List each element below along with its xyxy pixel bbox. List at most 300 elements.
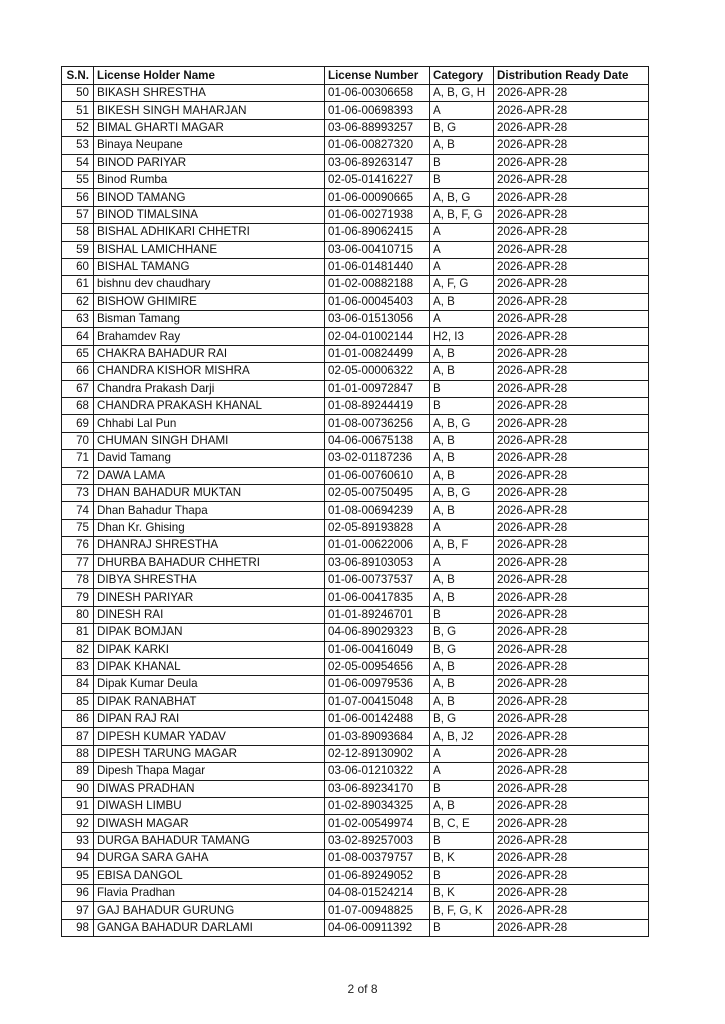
distribution-date-cell: 2026-APR-28 [494,780,649,797]
table-body [62,85,649,937]
category-cell: A, B [430,798,494,815]
sn-cell: 92 [62,815,94,832]
category-cell: B [430,398,494,415]
distribution-date-cell: 2026-APR-28 [494,85,649,102]
category-cell: B [430,380,494,397]
sn-cell: 97 [62,902,94,919]
table-row [62,763,649,780]
holder-name-cell: Bisman Tamang [94,311,325,328]
license-number-cell: 01-03-89093684 [325,728,430,745]
holder-name-cell: EBISA DANGOL [94,867,325,884]
holder-name-cell: Dipak Kumar Deula [94,676,325,693]
license-number-cell: 01-06-00090665 [325,189,430,206]
category-cell: A [430,763,494,780]
holder-name-cell: DINESH RAI [94,606,325,623]
category-cell: B [430,919,494,936]
distribution-date-cell: 2026-APR-28 [494,693,649,710]
holder-name-cell: BISHAL TAMANG [94,258,325,275]
holder-name-cell: BISHAL LAMICHHANE [94,241,325,258]
sn-cell: 73 [62,484,94,501]
license-number-cell: 01-06-00416049 [325,641,430,658]
table-row [62,919,649,936]
table-row [62,432,649,449]
license-number-cell: 01-06-00760610 [325,467,430,484]
category-cell: A, B [430,502,494,519]
holder-name-cell: bishnu dev chaudhary [94,276,325,293]
category-cell: A [430,554,494,571]
table-row [62,589,649,606]
holder-name-cell: Brahamdev Ray [94,328,325,345]
sn-cell: 69 [62,415,94,432]
sn-cell: 98 [62,919,94,936]
holder-name-cell: Flavia Pradhan [94,884,325,901]
table-row [62,171,649,188]
sn-cell: 62 [62,293,94,310]
table-row [62,884,649,901]
category-cell: A [430,224,494,241]
category-cell: B, G [430,641,494,658]
category-cell: A, B [430,589,494,606]
sn-cell: 77 [62,554,94,571]
license-number-cell: 01-07-00948825 [325,902,430,919]
distribution-date-cell: 2026-APR-28 [494,763,649,780]
category-cell: A, B [430,137,494,154]
table-row [62,537,649,554]
category-cell: A, B, F, G [430,206,494,223]
category-cell: A, B [430,450,494,467]
holder-name-cell: DIWASH LIMBU [94,798,325,815]
category-cell: A, B [430,467,494,484]
category-cell: A, B, G [430,484,494,501]
table-row [62,224,649,241]
category-cell: A, B [430,676,494,693]
sn-cell: 63 [62,311,94,328]
category-cell: A [430,102,494,119]
category-cell: A, B [430,693,494,710]
table-row [62,119,649,136]
table-row [62,676,649,693]
distribution-date-cell: 2026-APR-28 [494,102,649,119]
license-number-cell: 04-08-01524214 [325,884,430,901]
license-number-cell: 01-02-00549974 [325,815,430,832]
distribution-date-cell: 2026-APR-28 [494,728,649,745]
license-number-cell: 04-06-00911392 [325,919,430,936]
page-number: 2 of 8 [347,982,378,996]
table-row [62,624,649,641]
distribution-date-cell: 2026-APR-28 [494,189,649,206]
distribution-date-cell: 2026-APR-28 [494,276,649,293]
table-row [62,745,649,762]
sn-cell: 94 [62,850,94,867]
sn-cell: 72 [62,467,94,484]
distribution-date-cell: 2026-APR-28 [494,919,649,936]
distribution-date-cell: 2026-APR-28 [494,624,649,641]
distribution-date-cell: 2026-APR-28 [494,484,649,501]
category-cell: A, B, G, H [430,85,494,102]
distribution-date-cell: 2026-APR-28 [494,415,649,432]
license-number-cell: 01-02-89034325 [325,798,430,815]
holder-name-cell: BIMAL GHARTI MAGAR [94,119,325,136]
distribution-date-cell: 2026-APR-28 [494,850,649,867]
table-row [62,276,649,293]
sn-cell: 75 [62,519,94,536]
table-row [62,258,649,275]
category-cell: B [430,606,494,623]
license-number-cell: 01-01-00972847 [325,380,430,397]
license-number-cell: 01-08-00379757 [325,850,430,867]
sn-cell: 74 [62,502,94,519]
sn-cell: 87 [62,728,94,745]
license-number-cell: 02-05-89193828 [325,519,430,536]
table-row [62,467,649,484]
license-number-cell: 02-05-00006322 [325,363,430,380]
license-number-cell: 01-06-01481440 [325,258,430,275]
table-row [62,554,649,571]
sn-cell: 93 [62,832,94,849]
header-distribution-date: Distribution Ready Date [494,67,649,85]
holder-name-cell: Chhabi Lal Pun [94,415,325,432]
distribution-date-cell: 2026-APR-28 [494,432,649,449]
holder-name-cell: Binod Rumba [94,171,325,188]
license-number-cell: 03-06-88993257 [325,119,430,136]
table-row [62,154,649,171]
holder-name-cell: DIPAK KARKI [94,641,325,658]
table-row [62,815,649,832]
sn-cell: 55 [62,171,94,188]
category-cell: B, F, G, K [430,902,494,919]
license-number-cell: 01-06-00827320 [325,137,430,154]
sn-cell: 80 [62,606,94,623]
holder-name-cell: Dipesh Thapa Magar [94,763,325,780]
header-category: Category [430,67,494,85]
holder-name-cell: BINOD PARIYAR [94,154,325,171]
sn-cell: 56 [62,189,94,206]
license-number-cell: 04-06-89029323 [325,624,430,641]
holder-name-cell: Dhan Kr. Ghising [94,519,325,536]
license-number-cell: 01-08-00736256 [325,415,430,432]
sn-cell: 85 [62,693,94,710]
holder-name-cell: DHURBA BAHADUR CHHETRI [94,554,325,571]
license-number-cell: 02-05-00954656 [325,658,430,675]
table-row [62,798,649,815]
sn-cell: 60 [62,258,94,275]
holder-name-cell: David Tamang [94,450,325,467]
distribution-date-cell: 2026-APR-28 [494,328,649,345]
category-cell: B, K [430,884,494,901]
holder-name-cell: BIKASH SHRESTHA [94,85,325,102]
holder-name-cell: DIPESH TARUNG MAGAR [94,745,325,762]
category-cell: B [430,171,494,188]
sn-cell: 78 [62,571,94,588]
license-number-cell: 01-06-00142488 [325,711,430,728]
distribution-date-cell: 2026-APR-28 [494,571,649,588]
distribution-date-cell: 2026-APR-28 [494,867,649,884]
sn-cell: 91 [62,798,94,815]
holder-name-cell: DIWAS PRADHAN [94,780,325,797]
holder-name-cell: BINOD TAMANG [94,189,325,206]
distribution-date-cell: 2026-APR-28 [494,154,649,171]
holder-name-cell: GAJ BAHADUR GURUNG [94,902,325,919]
holder-name-cell: DURGA BAHADUR TAMANG [94,832,325,849]
table-row [62,328,649,345]
table-row [62,415,649,432]
table-row [62,102,649,119]
license-number-cell: 01-06-00979536 [325,676,430,693]
sn-cell: 64 [62,328,94,345]
sn-cell: 79 [62,589,94,606]
holder-name-cell: DIWASH MAGAR [94,815,325,832]
category-cell: A, B, F [430,537,494,554]
table-row [62,658,649,675]
distribution-date-cell: 2026-APR-28 [494,398,649,415]
distribution-date-cell: 2026-APR-28 [494,658,649,675]
license-number-cell: 01-06-00737537 [325,571,430,588]
sn-cell: 53 [62,137,94,154]
license-number-cell: 01-08-00694239 [325,502,430,519]
table-row [62,484,649,501]
table-row [62,571,649,588]
distribution-date-cell: 2026-APR-28 [494,902,649,919]
holder-name-cell: Binaya Neupane [94,137,325,154]
distribution-date-cell: 2026-APR-28 [494,119,649,136]
distribution-date-cell: 2026-APR-28 [494,224,649,241]
license-number-cell: 03-06-00410715 [325,241,430,258]
sn-cell: 70 [62,432,94,449]
license-number-cell: 02-05-01416227 [325,171,430,188]
sn-cell: 81 [62,624,94,641]
table-row [62,137,649,154]
category-cell: B, K [430,850,494,867]
table-row [62,311,649,328]
distribution-date-cell: 2026-APR-28 [494,711,649,728]
distribution-date-cell: 2026-APR-28 [494,606,649,623]
holder-name-cell: DINESH PARIYAR [94,589,325,606]
license-number-cell: 03-06-89234170 [325,780,430,797]
distribution-date-cell: 2026-APR-28 [494,676,649,693]
sn-cell: 84 [62,676,94,693]
category-cell: A, F, G [430,276,494,293]
distribution-date-cell: 2026-APR-28 [494,206,649,223]
distribution-date-cell: 2026-APR-28 [494,311,649,328]
distribution-date-cell: 2026-APR-28 [494,502,649,519]
license-number-cell: 01-06-00698393 [325,102,430,119]
category-cell: A, B [430,571,494,588]
sn-cell: 65 [62,345,94,362]
category-cell: A [430,519,494,536]
table-row [62,711,649,728]
sn-cell: 59 [62,241,94,258]
distribution-date-cell: 2026-APR-28 [494,258,649,275]
license-number-cell: 03-02-01187236 [325,450,430,467]
table-row [62,398,649,415]
category-cell: A [430,311,494,328]
holder-name-cell: BINOD TIMALSINA [94,206,325,223]
holder-name-cell: DIPAK KHANAL [94,658,325,675]
category-cell: A, B, G [430,189,494,206]
category-cell: A [430,241,494,258]
category-cell: B, G [430,624,494,641]
distribution-date-cell: 2026-APR-28 [494,450,649,467]
holder-name-cell: DURGA SARA GAHA [94,850,325,867]
distribution-date-cell: 2026-APR-28 [494,832,649,849]
license-number-cell: 01-06-89062415 [325,224,430,241]
sn-cell: 67 [62,380,94,397]
sn-cell: 66 [62,363,94,380]
category-cell: B [430,154,494,171]
table-row [62,693,649,710]
distribution-date-cell: 2026-APR-28 [494,519,649,536]
table-row [62,363,649,380]
distribution-date-cell: 2026-APR-28 [494,380,649,397]
category-cell: A, B [430,345,494,362]
holder-name-cell: DAWA LAMA [94,467,325,484]
license-number-cell: 03-06-01513056 [325,311,430,328]
category-cell: A, B [430,432,494,449]
holder-name-cell: BISHAL ADHIKARI CHHETRI [94,224,325,241]
table-row [62,293,649,310]
category-cell: B, C, E [430,815,494,832]
distribution-date-cell: 2026-APR-28 [494,537,649,554]
sn-cell: 54 [62,154,94,171]
category-cell: A [430,745,494,762]
holder-name-cell: DHANRAJ SHRESTHA [94,537,325,554]
distribution-date-cell: 2026-APR-28 [494,589,649,606]
category-cell: B, G [430,711,494,728]
holder-name-cell: GANGA BAHADUR DARLAMI [94,919,325,936]
holder-name-cell: DIPESH KUMAR YADAV [94,728,325,745]
license-number-cell: 01-07-00415048 [325,693,430,710]
holder-name-cell: DIBYA SHRESTHA [94,571,325,588]
license-number-cell: 04-06-00675138 [325,432,430,449]
license-table [61,66,649,937]
holder-name-cell: CHANDRA KISHOR MISHRA [94,363,325,380]
distribution-date-cell: 2026-APR-28 [494,884,649,901]
sn-cell: 58 [62,224,94,241]
license-number-cell: 03-06-89263147 [325,154,430,171]
distribution-date-cell: 2026-APR-28 [494,137,649,154]
license-number-cell: 02-04-01002144 [325,328,430,345]
category-cell: A [430,258,494,275]
license-number-cell: 01-06-89249052 [325,867,430,884]
table-row [62,780,649,797]
category-cell: B [430,832,494,849]
table-row [62,206,649,223]
sn-cell: 52 [62,119,94,136]
table-row [62,867,649,884]
table-row [62,641,649,658]
license-number-cell: 01-06-00045403 [325,293,430,310]
license-number-cell: 02-05-00750495 [325,484,430,501]
category-cell: B [430,780,494,797]
table-row [62,519,649,536]
sn-cell: 89 [62,763,94,780]
category-cell: B [430,867,494,884]
holder-name-cell: Dhan Bahadur Thapa [94,502,325,519]
table-row [62,85,649,102]
category-cell: A, B [430,363,494,380]
license-number-cell: 03-02-89257003 [325,832,430,849]
table-header-row [62,67,649,85]
distribution-date-cell: 2026-APR-28 [494,815,649,832]
table-row [62,606,649,623]
table-row [62,902,649,919]
category-cell: A, B, J2 [430,728,494,745]
holder-name-cell: CHUMAN SINGH DHAMI [94,432,325,449]
category-cell: A, B [430,293,494,310]
sn-cell: 51 [62,102,94,119]
sn-cell: 86 [62,711,94,728]
sn-cell: 82 [62,641,94,658]
table-row [62,728,649,745]
license-number-cell: 01-06-00417835 [325,589,430,606]
sn-cell: 57 [62,206,94,223]
table-row [62,241,649,258]
license-number-cell: 01-08-89244419 [325,398,430,415]
header-license-number: License Number [325,67,430,85]
sn-cell: 50 [62,85,94,102]
table-row [62,189,649,206]
license-number-cell: 01-01-89246701 [325,606,430,623]
sn-cell: 71 [62,450,94,467]
holder-name-cell: CHANDRA PRAKASH KHANAL [94,398,325,415]
distribution-date-cell: 2026-APR-28 [494,554,649,571]
holder-name-cell: CHAKRA BAHADUR RAI [94,345,325,362]
sn-cell: 96 [62,884,94,901]
table-row [62,345,649,362]
table-row [62,850,649,867]
sn-cell: 88 [62,745,94,762]
category-cell: B, G [430,119,494,136]
category-cell: A, B, G [430,415,494,432]
distribution-date-cell: 2026-APR-28 [494,293,649,310]
distribution-date-cell: 2026-APR-28 [494,467,649,484]
distribution-date-cell: 2026-APR-28 [494,641,649,658]
license-number-cell: 01-02-00882188 [325,276,430,293]
license-number-cell: 02-12-89130902 [325,745,430,762]
table-row [62,450,649,467]
license-number-cell: 01-01-00622006 [325,537,430,554]
distribution-date-cell: 2026-APR-28 [494,745,649,762]
distribution-date-cell: 2026-APR-28 [494,345,649,362]
holder-name-cell: Chandra Prakash Darji [94,380,325,397]
sn-cell: 83 [62,658,94,675]
category-cell: H2, I3 [430,328,494,345]
holder-name-cell: BISHOW GHIMIRE [94,293,325,310]
distribution-date-cell: 2026-APR-28 [494,241,649,258]
header-sn: S.N. [62,67,94,85]
holder-name-cell: DIPAK BOMJAN [94,624,325,641]
license-number-cell: 03-06-01210322 [325,763,430,780]
license-number-cell: 03-06-89103053 [325,554,430,571]
holder-name-cell: DIPAK RANABHAT [94,693,325,710]
distribution-date-cell: 2026-APR-28 [494,798,649,815]
distribution-date-cell: 2026-APR-28 [494,171,649,188]
sn-cell: 68 [62,398,94,415]
license-number-cell: 01-06-00306658 [325,85,430,102]
table-row [62,832,649,849]
sn-cell: 95 [62,867,94,884]
holder-name-cell: DIPAN RAJ RAI [94,711,325,728]
table-row [62,502,649,519]
license-number-cell: 01-01-00824499 [325,345,430,362]
category-cell: A, B [430,658,494,675]
header-name: License Holder Name [94,67,325,85]
holder-name-cell: BIKESH SINGH MAHARJAN [94,102,325,119]
sn-cell: 90 [62,780,94,797]
license-number-cell: 01-06-00271938 [325,206,430,223]
sn-cell: 61 [62,276,94,293]
sn-cell: 76 [62,537,94,554]
